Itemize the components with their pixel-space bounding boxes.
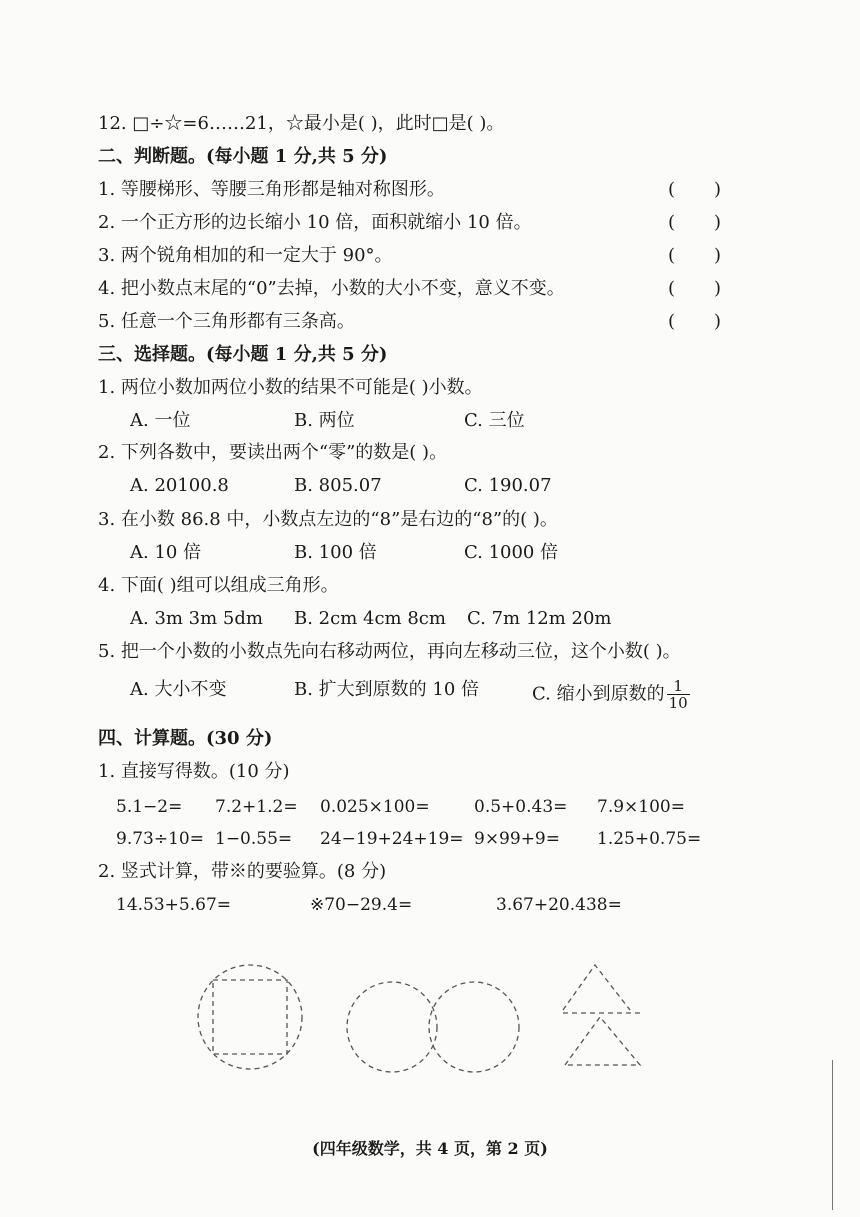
- section-2-title: 二、判断题。(每小题 1 分,共 5 分): [98, 146, 388, 167]
- section-3-title: 三、选择题。(每小题 1 分,共 5 分): [98, 344, 388, 365]
- vertical-calc: 14.53+5.67=: [116, 895, 232, 915]
- judge-answer-1[interactable]: [668, 178, 722, 202]
- judge-answer-5[interactable]: [668, 310, 722, 334]
- judge-item-3: 3. 两个锐角相加的和一定大于 90°。: [98, 245, 393, 266]
- choice-3-option-c[interactable]: C. 1000 倍: [464, 542, 559, 563]
- choice-5-option-a[interactable]: A. 大小不变: [130, 679, 227, 700]
- choice-question-3: 3. 在小数 86.8 中，小数点左边的“8”是右边的“8”的( )。: [98, 509, 558, 530]
- choice-4-option-b[interactable]: B. 2cm 4cm 8cm: [294, 608, 446, 629]
- choice-2-option-b[interactable]: B. 805.07: [294, 475, 382, 496]
- choice-4-option-c[interactable]: C. 7m 12m 20m: [467, 608, 612, 629]
- vertical-calc: ※70−29.4=: [310, 895, 413, 915]
- choice-2-option-a[interactable]: A. 20100.8: [130, 475, 229, 496]
- paren-open: (: [668, 212, 676, 233]
- judge-answer-4[interactable]: [668, 277, 722, 301]
- oral-calc: 0.025×100=: [320, 797, 430, 817]
- choice-5-option-c[interactable]: [532, 678, 690, 711]
- paren-close: ): [714, 245, 722, 266]
- choice-4-option-a[interactable]: A. 3m 3m 5dm: [130, 608, 263, 629]
- judge-answer-3[interactable]: [668, 244, 722, 268]
- choice-question-1: 1. 两位小数加两位小数的结果不可能是( )小数。: [98, 377, 483, 398]
- oral-calc: 9.73÷10=: [116, 829, 204, 849]
- judge-item-4: 4. 把小数点末尾的“0”去掉，小数的大小不变，意义不变。: [98, 278, 565, 299]
- paren-close: ): [714, 311, 722, 332]
- choice-1-option-b[interactable]: B. 两位: [294, 410, 355, 431]
- oral-calc: 5.1−2=: [116, 797, 183, 817]
- choice-5-option-b[interactable]: B. 扩大到原数的 10 倍: [294, 679, 480, 700]
- choice-1-option-a[interactable]: A. 一位: [130, 410, 191, 431]
- calc-part-2-title: 2. 竖式计算，带※的要验算。(8 分): [98, 861, 387, 882]
- judge-item-5: 5. 任意一个三角形都有三条高。: [98, 311, 355, 332]
- judge-item-2: 2. 一个正方形的边长缩小 10 倍，面积就缩小 10 倍。: [98, 212, 532, 233]
- right-circle: [429, 982, 519, 1072]
- oral-calc: 1.25+0.75=: [597, 829, 702, 849]
- left-circle: [347, 982, 437, 1072]
- oral-calc: 1−0.55=: [215, 829, 293, 849]
- paren-open: (: [668, 179, 676, 200]
- choice-1-option-c[interactable]: C. 三位: [464, 410, 525, 431]
- upper-triangle: [563, 965, 630, 1010]
- calc-part-1-title: 1. 直接写得数。(10 分): [98, 761, 290, 782]
- question-12: 12. □÷☆=6……21，☆最小是( )，此时□是( )。: [98, 113, 505, 134]
- fraction-one-tenth: [667, 678, 690, 711]
- choice-question-5: 5. 把一个小数的小数点先向右移动两位，再向左移动三位，这个小数( )。: [98, 641, 681, 662]
- fraction-denominator: 10: [668, 694, 688, 712]
- paren-close: ): [714, 212, 722, 233]
- section-4-title: 四、计算题。(30 分): [98, 728, 273, 749]
- scan-edge-line: [832, 1060, 833, 1210]
- oral-calc: 7.9×100=: [597, 797, 685, 817]
- lower-triangle: [565, 1017, 640, 1065]
- paren-close: ): [714, 278, 722, 299]
- choice-2-option-c[interactable]: C. 190.07: [464, 475, 552, 496]
- judge-item-1: 1. 等腰梯形、等腰三角形都是轴对称图形。: [98, 179, 445, 200]
- choice-3-option-b[interactable]: B. 100 倍: [294, 542, 377, 563]
- judge-answer-2[interactable]: [668, 211, 722, 235]
- oral-calc: 0.5+0.43=: [474, 797, 568, 817]
- choice-question-2: 2. 下列各数中，要读出两个“零”的数是( )。: [98, 442, 448, 463]
- oral-calc: 24−19+24+19=: [320, 829, 464, 849]
- bleed-through-shapes: [180, 945, 680, 1085]
- fraction-numerator: 1: [667, 678, 690, 695]
- paren-open: (: [668, 278, 676, 299]
- oral-calc: 7.2+1.2=: [215, 797, 298, 817]
- inscribed-square: [213, 980, 287, 1054]
- vertical-calc: 3.67+20.438=: [496, 895, 622, 915]
- option-c-text: C. 缩小到原数的: [532, 683, 665, 705]
- page-footer: (四年级数学，共 4 页，第 2 页): [312, 1139, 548, 1158]
- paren-close: ): [714, 179, 722, 200]
- choice-question-4: 4. 下面( )组可以组成三角形。: [98, 575, 339, 596]
- paren-open: (: [668, 311, 676, 332]
- choice-3-option-a[interactable]: A. 10 倍: [130, 542, 202, 563]
- paren-open: (: [668, 245, 676, 266]
- oral-calc: 9×99+9=: [474, 829, 560, 849]
